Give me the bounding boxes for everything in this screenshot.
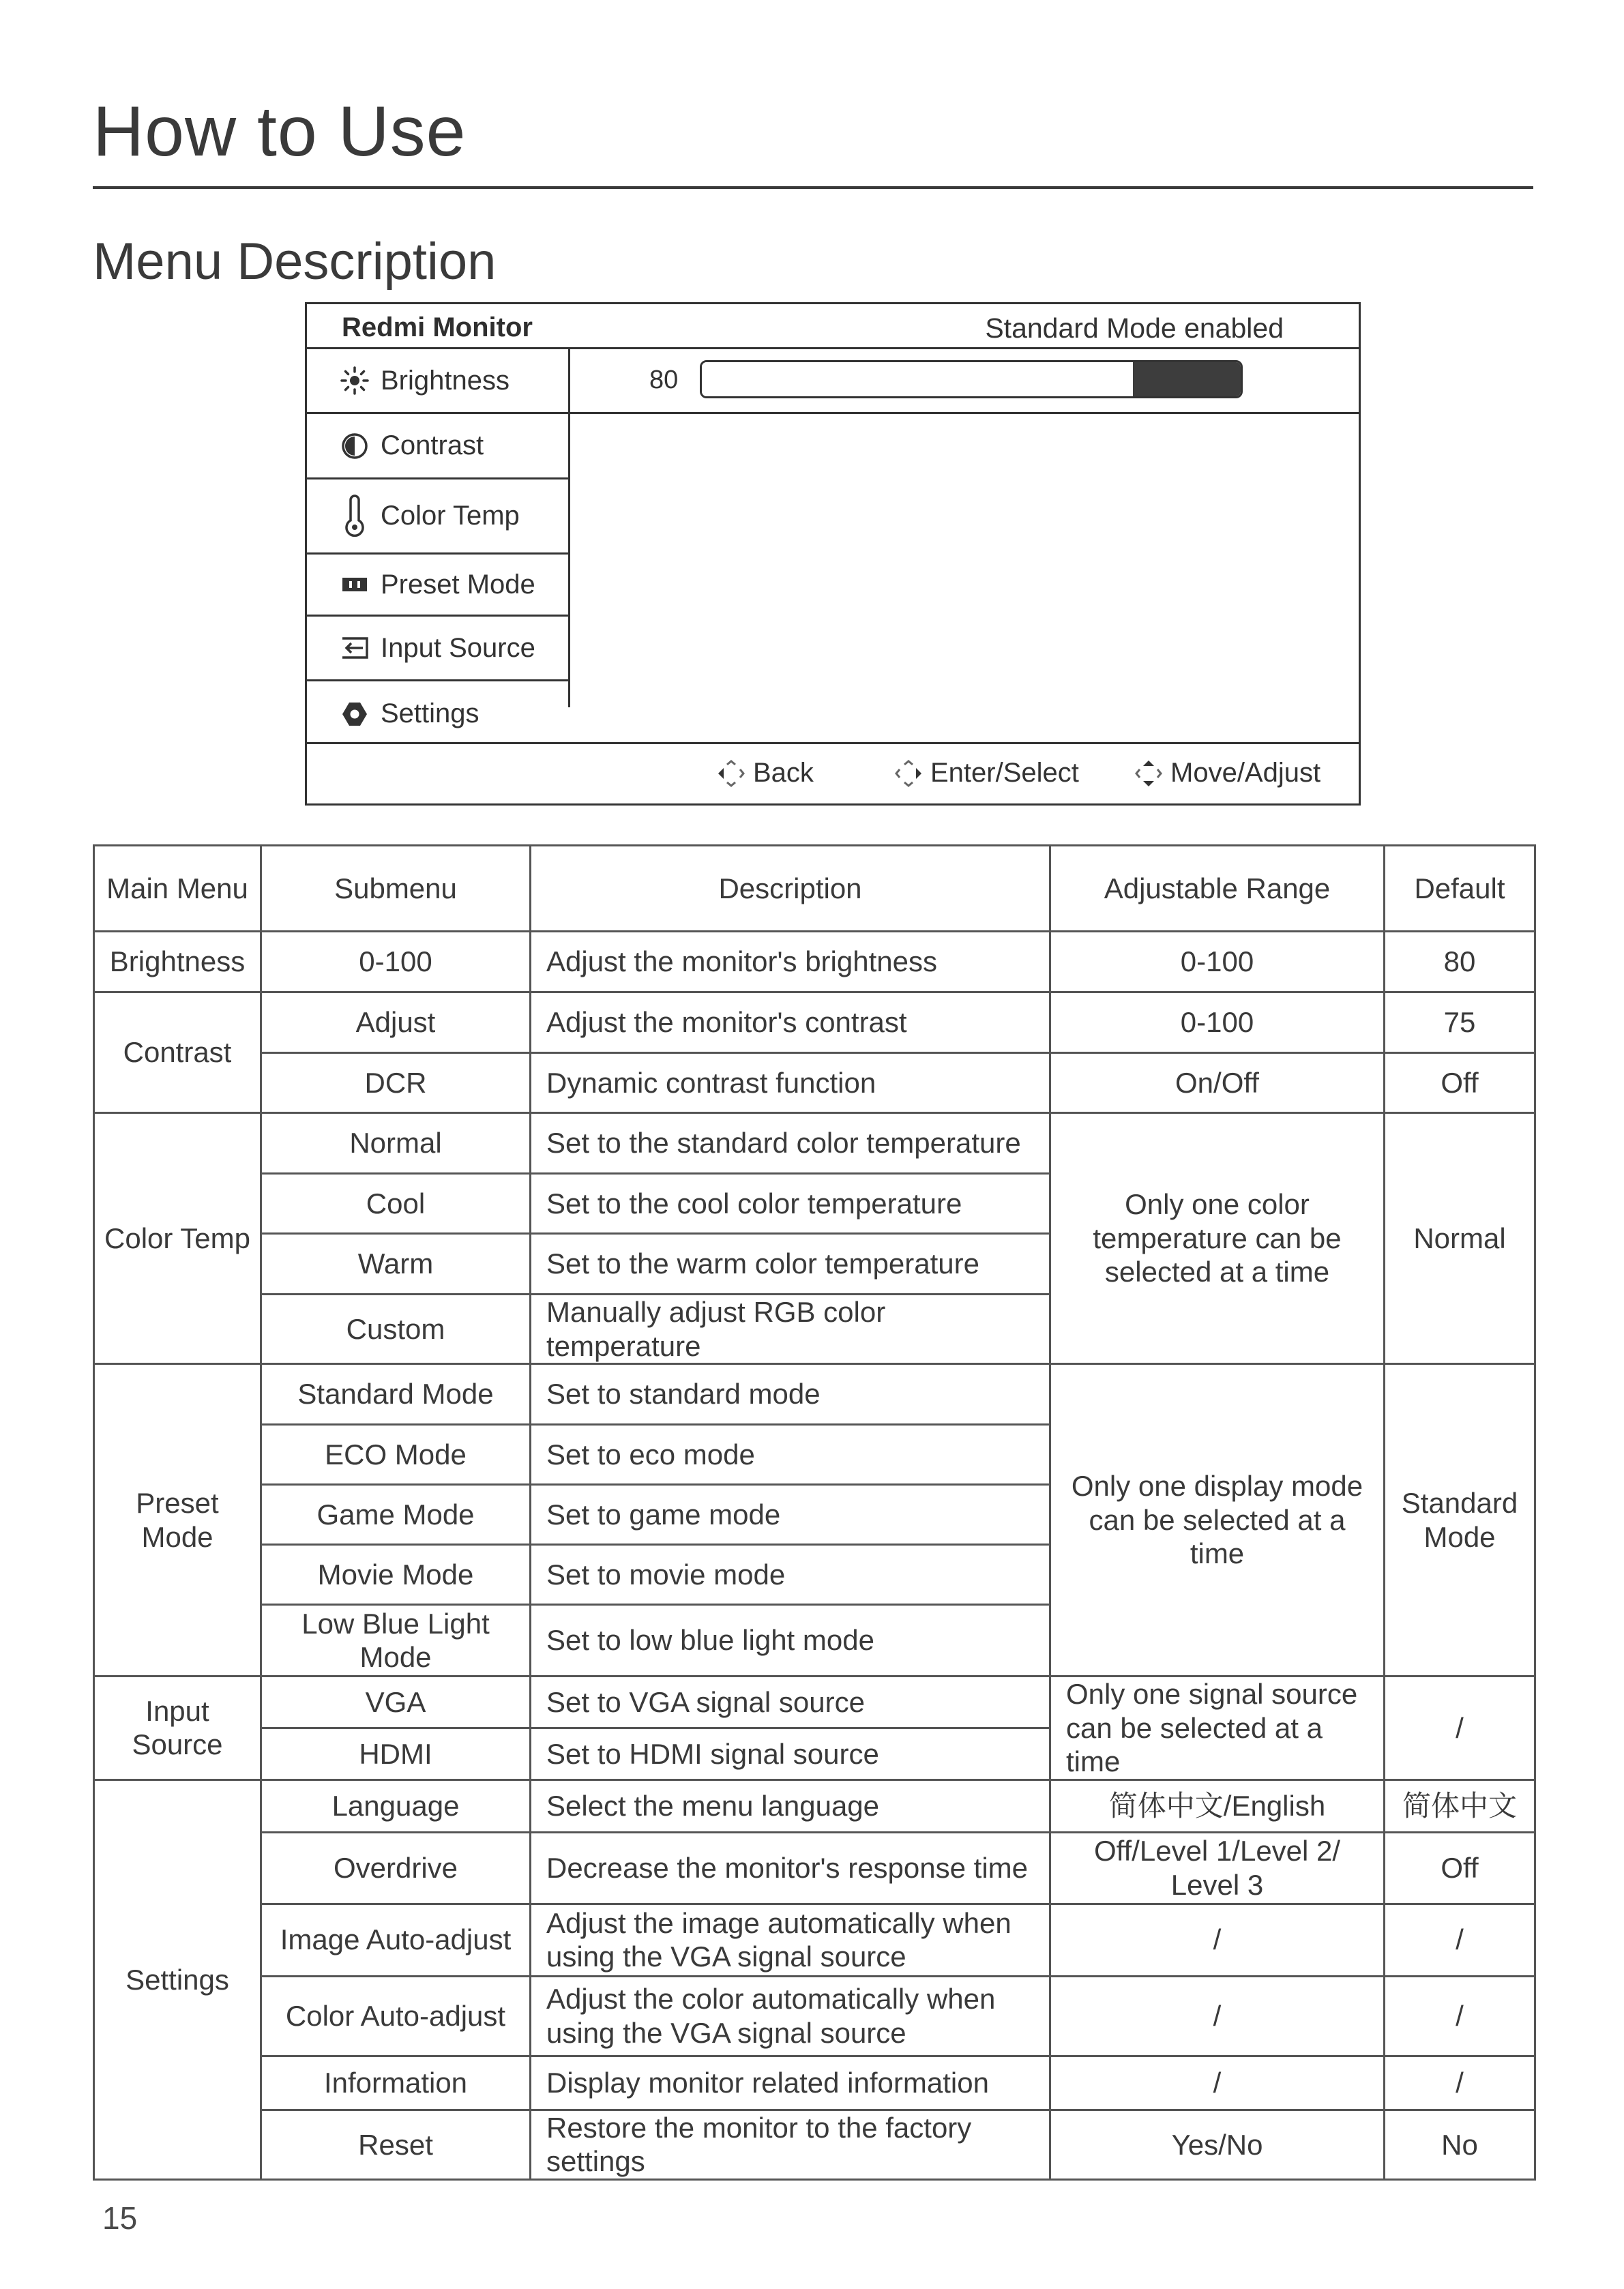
osd-item-label: Brightness [381,365,510,396]
range-cell: / [1050,2056,1385,2110]
description-cell: Adjust the color automatically when using the VGA signal source [531,1976,1050,2056]
dpad-move-icon [1134,758,1164,788]
submenu-cell: Information [261,2056,531,2110]
main-menu-cell: Preset Mode [94,1364,261,1677]
description-cell: Set to the cool color temperature [531,1174,1050,1234]
submenu-cell: Overdrive [261,1832,531,1904]
osd-item-label: Contrast [381,430,484,460]
submenu-cell: Warm [261,1234,531,1295]
nav-back [716,758,814,788]
description-cell: Set to eco mode [531,1425,1050,1485]
submenu-cell: Low Blue Light Mode [261,1605,531,1677]
main-menu-cell: Color Temp [94,1113,261,1364]
osd-menu-illustration [305,302,1361,806]
main-menu-cell: Contrast [94,992,261,1113]
description-cell: Set to movie mode [531,1545,1050,1605]
default-cell: Standard Mode [1385,1364,1535,1677]
default-cell: / [1385,1904,1535,1976]
submenu-cell: Normal [261,1113,531,1174]
submenu-cell: DCR [261,1053,531,1113]
main-menu-cell: Brightness [94,932,261,992]
range-cell: / [1050,1976,1385,2056]
osd-item-color-temp [307,479,568,555]
description-cell: Display monitor related information [531,2056,1050,2110]
menu-description-table [93,844,1536,2181]
table-row [94,2110,1535,2179]
page-number: 15 [102,2200,138,2236]
osd-header [307,304,1359,349]
main-menu-cell: Input Source [94,1677,261,1780]
description-cell: Adjust the monitor's brightness [531,932,1050,992]
range-cell: 0-100 [1050,992,1385,1053]
range-cell: 0-100 [1050,932,1385,992]
brightness-slider [700,360,1243,398]
range-cell: On/Off [1050,1053,1385,1113]
submenu-cell: Language [261,1779,531,1832]
preset-icon [338,568,371,601]
description-cell: Set to low blue light mode [531,1605,1050,1677]
range-cell: Yes/No [1050,2110,1385,2179]
submenu-cell: Adjust [261,992,531,1053]
range-cell: Off/Level 1/Level 2/ Level 3 [1050,1832,1385,1904]
submenu-cell: ECO Mode [261,1425,531,1485]
range-cell: Only one color temperature can be selected at a time [1050,1113,1385,1364]
table-row [94,932,1535,992]
header-default: Default [1385,846,1535,932]
dpad-back-icon [716,758,746,788]
range-cell: / [1050,1904,1385,1976]
description-cell: Set to the warm color temperature [531,1234,1050,1295]
submenu-cell: Custom [261,1295,531,1364]
main-menu-cell: Settings [94,1779,261,2179]
description-cell: Set to the standard color temperature [531,1113,1050,1174]
submenu-cell: Movie Mode [261,1545,531,1605]
table-row [94,1779,1535,1832]
osd-item-input-source [307,617,568,681]
header-range: Adjustable Range [1050,846,1385,932]
range-cell: 简体中文/English [1050,1779,1385,1832]
description-cell: Adjust the image automatically when using the VGA signal source [531,1904,1050,1976]
header-description: Description [531,846,1050,932]
submenu-cell: 0-100 [261,932,531,992]
brightness-slider-remainder [1133,362,1241,396]
description-cell: Select the menu language [531,1779,1050,1832]
table-header-row [94,846,1535,932]
default-cell: Normal [1385,1113,1535,1364]
table-row [94,1976,1535,2056]
header-submenu: Submenu [261,846,531,932]
sun-icon [338,364,371,397]
description-cell: Set to game mode [531,1485,1050,1545]
table-row [94,1904,1535,1976]
heading-divider [93,186,1533,189]
description-cell: Adjust the monitor's contrast [531,992,1050,1053]
nav-enter-label: Enter/Select [930,758,1079,788]
input-icon [338,632,371,664]
thermometer-icon [338,494,371,538]
brightness-value: 80 [649,366,679,394]
submenu-cell: Cool [261,1174,531,1234]
nav-back-label: Back [753,758,814,788]
nav-move-label: Move/Adjust [1170,758,1321,788]
submenu-cell: VGA [261,1677,531,1728]
description-cell: Dynamic contrast function [531,1053,1050,1113]
header-main-menu: Main Menu [94,846,261,932]
range-cell: Only one signal source can be selected at a time [1050,1677,1385,1780]
submenu-cell: Image Auto-adjust [261,1904,531,1976]
dpad-enter-icon [894,758,924,788]
default-cell: No [1385,2110,1535,2179]
default-cell: Off [1385,1053,1535,1113]
description-cell: Restore the monitor to the factory settings [531,2110,1050,2179]
submenu-cell: Standard Mode [261,1364,531,1425]
brightness-slider-fill [702,362,1133,396]
default-cell: / [1385,1677,1535,1780]
page-heading: How to Use [93,92,467,171]
default-cell: / [1385,2056,1535,2110]
osd-title: Redmi Monitor [342,312,533,342]
nav-enter [894,758,1079,788]
osd-status: Standard Mode enabled [985,312,1284,344]
osd-item-label: Preset Mode [381,569,535,600]
submenu-cell: Game Mode [261,1485,531,1545]
description-cell: Manually adjust RGB color temperature [531,1295,1050,1364]
submenu-cell: Reset [261,2110,531,2179]
range-cell: Only one display mode can be selected at a time [1050,1364,1385,1677]
default-cell: / [1385,1976,1535,2056]
section-title: Menu Description [93,233,497,291]
gear-icon [338,698,371,730]
osd-footer [307,742,1359,803]
submenu-cell: Color Auto-adjust [261,1976,531,2056]
table-row [94,1053,1535,1113]
default-cell: 80 [1385,932,1535,992]
table-row [94,992,1535,1053]
osd-brightness-row [570,349,1359,414]
osd-item-label: Input Source [381,632,535,663]
description-cell: Set to HDMI signal source [531,1728,1050,1779]
description-cell: Decrease the monitor's response time [531,1832,1050,1904]
default-cell: 75 [1385,992,1535,1053]
osd-item-preset-mode [307,555,568,617]
osd-item-settings [307,681,568,746]
table-row [94,1113,1535,1174]
table-row [94,1364,1535,1425]
default-cell: 简体中文 [1385,1779,1535,1832]
osd-menu-list [307,349,570,728]
table-row [94,1677,1535,1728]
osd-item-label: Settings [381,698,479,728]
osd-item-label: Color Temp [381,501,520,531]
table-row [94,2056,1535,2110]
table-row [94,1832,1535,1904]
contrast-icon [338,430,371,462]
description-cell: Set to standard mode [531,1364,1050,1425]
osd-item-contrast [307,414,568,479]
default-cell: Off [1385,1832,1535,1904]
nav-move [1134,758,1320,788]
osd-item-brightness [307,349,568,414]
submenu-cell: HDMI [261,1728,531,1779]
description-cell: Set to VGA signal source [531,1677,1050,1728]
